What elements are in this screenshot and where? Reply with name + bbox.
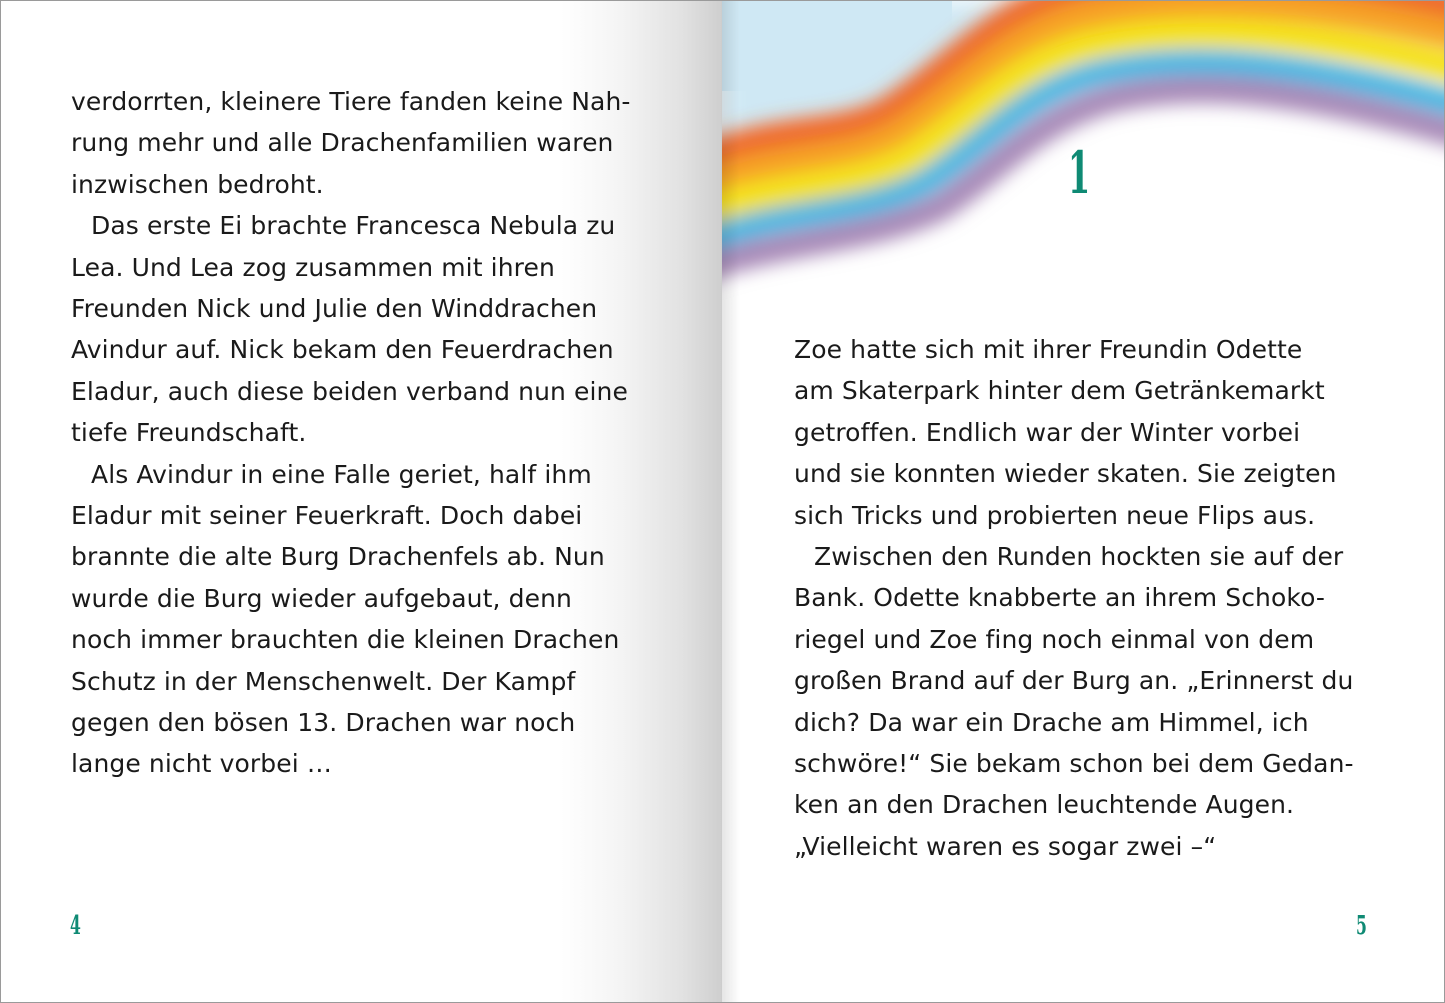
text-line: rung mehr und alle Drachenfamilien waren (71, 128, 614, 158)
text-line: sich Tricks und probierten neue Flips aus. (794, 500, 1316, 530)
text-line: lange nicht vorbei … (71, 749, 332, 779)
chapter-number: 1 (1068, 139, 1091, 207)
page-number-left: 4 (70, 911, 81, 941)
text-line: Zwischen den Runden hockten sie auf der (814, 542, 1344, 571)
text-line: großen Brand auf der Burg an. „Erinnerst du (794, 666, 1354, 696)
text-line: riegel und Zoe fing noch einmal von dem (794, 624, 1315, 654)
text-line: Eladur, auch diese beiden verband nun eine (71, 376, 628, 406)
page-number-right: 5 (1356, 911, 1367, 941)
text-line: schwöre!“ Sie bekam schon bei dem Gedan- (794, 749, 1354, 778)
text-line: „Vielleicht waren es sogar zwei –“ (794, 831, 1217, 861)
text-line: brannte die alte Burg Drachenfels ab. Nun (71, 542, 605, 572)
left-page (0, 0, 722, 1003)
text-line: dich? Da war ein Drache am Himmel, ich (794, 707, 1309, 737)
text-line: wurde die Burg wieder aufgebaut, denn (71, 583, 572, 613)
text-line: gegen den bösen 13. Drachen war noch (71, 708, 576, 737)
text-line: getroffen. Endlich war der Winter vorbei (794, 417, 1301, 447)
text-line: Bank. Odette knabberte an ihrem Schoko- (794, 583, 1326, 613)
text-line: Das erste Ei brachte Francesca Nebula zu (91, 211, 616, 241)
text-line: Als Avindur in eine Falle geriet, half ihm (91, 459, 592, 489)
text-line: Lea. Und Lea zog zusammen mit ihren (71, 252, 555, 282)
text-line: inzwischen bedroht. (71, 169, 324, 199)
text-line: Avindur auf. Nick bekam den Feuerdrachen (71, 335, 614, 365)
text-line: ken an den Drachen leuchtende Augen. (794, 790, 1295, 820)
text-line: Freunden Nick und Julie den Winddrachen (71, 294, 598, 323)
text-line: tiefe Freundschaft. (71, 418, 307, 448)
text-line: am Skaterpark hinter dem Getränkemarkt (794, 376, 1325, 406)
text-line: noch immer brauchten die kleinen Drachen (71, 625, 620, 655)
text-line: und sie konnten wieder skaten. Sie zeigten (794, 459, 1337, 489)
right-page (722, 0, 1445, 1003)
text-line: verdorrten, kleinere Tiere fanden keine Nah- (71, 87, 631, 116)
text-line: Eladur mit seiner Feuerkraft. Doch dabei (71, 501, 583, 530)
text-line: Schutz in der Menschenwelt. Der Kampf (71, 666, 576, 696)
text-line: Zoe hatte sich mit ihrer Freundin Odette (794, 335, 1303, 364)
